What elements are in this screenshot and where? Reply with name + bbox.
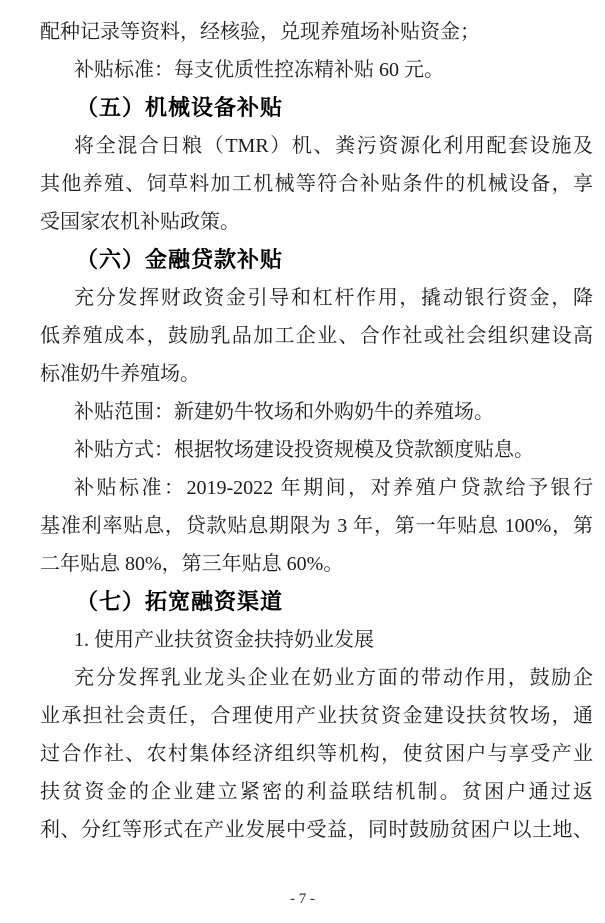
text-line: 将全混合日粮（TMR）机、粪污资源化利用配套设施及: [74, 135, 593, 157]
text-line: 过合作社、农村集体经济组织等机构，使贫困户与享受产业: [40, 743, 593, 765]
text-line: 利、分红等形式在产业发展中受益，同时鼓励贫困户以土地、: [40, 819, 593, 841]
text-line: 补贴范围：新建奶牛牧场和外购奶牛的养殖场。: [74, 401, 494, 423]
text-line: 补贴方式：根据牧场建设投资规模及贷款额度贴息。: [74, 439, 534, 461]
text-line: 基准利率贴息，贷款贴息期限为 3 年，第一年贴息 100%，第: [40, 515, 593, 537]
page-number: - 7 -: [290, 891, 315, 907]
text-line: 1. 使用产业扶贫资金扶持奶业发展: [74, 629, 374, 651]
text-line: 标准奶牛养殖场。: [40, 363, 200, 385]
text-line: 补贴标准：2019-2022 年期间，对养殖户贷款给予银行: [74, 477, 593, 499]
document-text-block: [40, 13, 593, 849]
section-heading: （七）拓宽融资渠道: [76, 589, 284, 614]
text-line: 充分发挥财政资金引导和杠杆作用，撬动银行资金，降: [74, 287, 593, 309]
section-heading: （五）机械设备补贴: [76, 95, 284, 120]
text-line: 业承担社会责任，合理使用产业扶贫资金建设扶贫牧场，通: [40, 705, 593, 727]
text-line: 受国家农机补贴政策。: [40, 211, 240, 233]
section-heading: （六）金融贷款补贴: [76, 247, 284, 272]
text-line: 二年贴息 80%，第三年贴息 60%。: [40, 553, 344, 575]
text-line: 配种记录等资料，经核验，兑现养殖场补贴资金；: [40, 21, 480, 43]
text-line: 充分发挥乳业龙头企业在奶业方面的带动作用，鼓励企: [74, 667, 593, 689]
text-line: 低养殖成本，鼓励乳品加工企业、合作社或社会组织建设高: [40, 325, 593, 347]
text-line: 扶贫资金的企业建立紧密的利益联结机制。贫困户通过返: [40, 781, 593, 803]
text-line: 其他养殖、饲草料加工机械等符合补贴条件的机械设备，享: [40, 173, 593, 195]
text-line: 补贴标准：每支优质性控冻精补贴 60 元。: [74, 59, 444, 81]
